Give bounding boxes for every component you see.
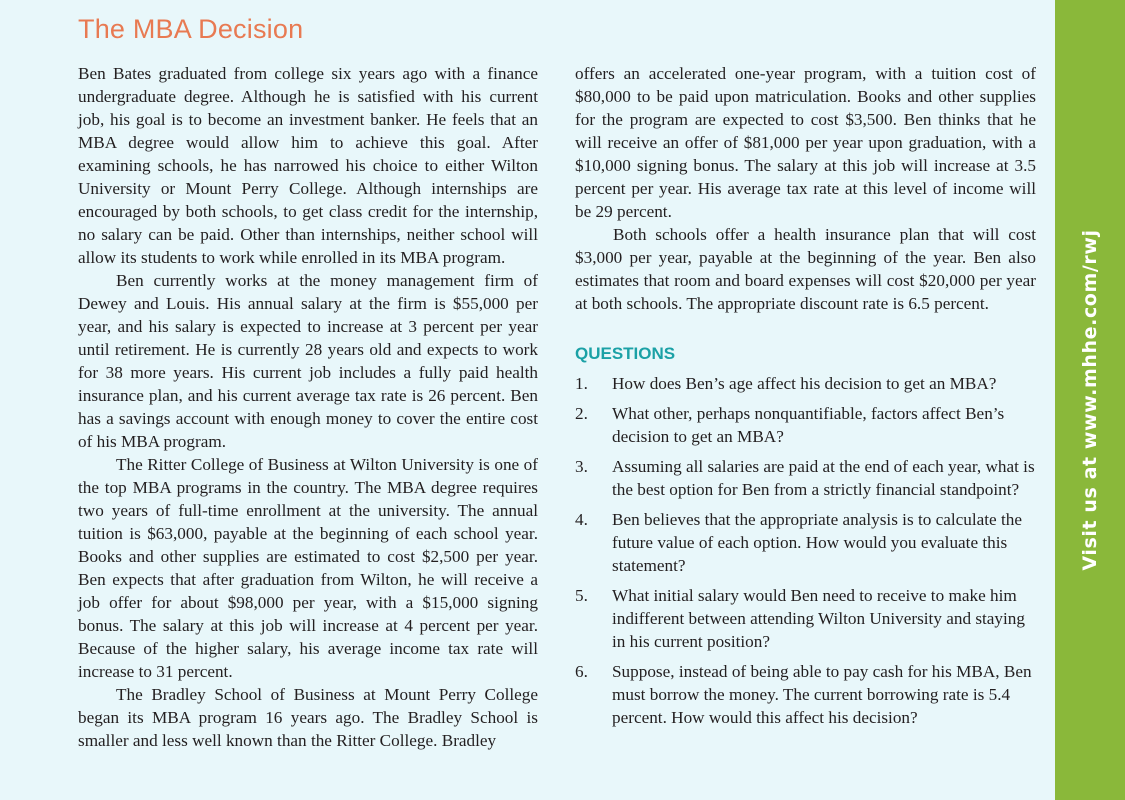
paragraph-health-insurance: Both schools offer a health insurance plan that will cost $3,000 per year, payable at the beginning of the year. Ben also estimates that room and board expenses will cost $20,000 per year at both schools. The appropriate discount rate is 6.5 percent. bbox=[575, 225, 1036, 313]
website-sidebar bbox=[1055, 0, 1125, 800]
question-text: Suppose, instead of being able to pay cash for his MBA, Ben must borrow the money. The current borrowing rate is 5.4 percent. How would this affect his decision? bbox=[612, 662, 1032, 727]
question-number: 3. bbox=[575, 457, 588, 476]
question-text: How does Ben’s age affect his decision to get an MBA? bbox=[612, 374, 997, 393]
paragraph-intro: Ben Bates graduated from college six years ago with a finance undergraduate degree. Although he is satisfied with his current job, his goal is to become an investment banker. He feels that an MBA degree would allow him to achieve this goal. After examining schools, he has narrowed his choice to either Wilton University or Mount Perry College. Although internships are encouraged by both schools, to get class credit for the internship, no salary can be paid. Other than internships, neither school will allow its students to work while enrolled in its MBA program. bbox=[78, 64, 538, 267]
question-text: What initial salary would Ben need to receive to make him indifferent between attending Wilton University and staying in his current position? bbox=[612, 586, 1025, 651]
page-title: The MBA Decision bbox=[78, 14, 304, 44]
right-column bbox=[575, 62, 1036, 729]
question-item bbox=[575, 584, 1036, 653]
question-number: 5. bbox=[575, 586, 588, 605]
paragraph-bradley-school: The Bradley School of Business at Mount Perry College began its MBA program 16 years ago. The Bradley School is smaller and less well known than the Ritter College. Bradley bbox=[78, 685, 538, 750]
questions-heading: QUESTIONS bbox=[575, 344, 676, 363]
left-column bbox=[78, 62, 538, 752]
question-item bbox=[575, 372, 1036, 395]
paragraph-current-job: Ben currently works at the money management firm of Dewey and Louis. His annual salary at the firm is $55,000 per year, and his salary is expected to increase at 3 percent per year until retirement. He is currently 28 years old and expects to work for 38 more years. His current job includes a fully paid health insurance plan, and his current average tax rate is 26 percent. Ben has a savings account with enough money to cover the entire cost of his MBA program. bbox=[78, 271, 538, 451]
question-number: 6. bbox=[575, 662, 588, 681]
question-text: Assuming all salaries are paid at the end of each year, what is the best option for Ben from a strictly financial standpoint? bbox=[612, 457, 1035, 499]
question-number: 4. bbox=[575, 510, 588, 529]
website-link[interactable]: Visit us at www.mhhe.com/rwj bbox=[1079, 229, 1101, 571]
question-number: 1. bbox=[575, 374, 588, 393]
question-text: What other, perhaps nonquantifiable, factors affect Ben’s decision to get an MBA? bbox=[612, 404, 1005, 446]
question-item bbox=[575, 455, 1036, 501]
question-item bbox=[575, 660, 1036, 729]
paragraph-bradley-continued: offers an accelerated one-year program, with a tuition cost of $80,000 to be paid upon matriculation. Books and other supplies for the program are expected to cost $3,500. Ben thinks that he will receive an offer of $81,000 per year upon graduation, with a $10,000 signing bonus. The salary at this job will increase at 3.5 percent per year. His average tax rate at this level of income will be 29 percent. bbox=[575, 64, 1036, 221]
question-item bbox=[575, 402, 1036, 448]
question-number: 2. bbox=[575, 404, 588, 423]
paragraph-ritter-college: The Ritter College of Business at Wilton University is one of the top MBA programs in the country. The MBA degree requires two years of full-time enrollment at the university. The annual tuition is $63,000, payable at the beginning of each school year. Books and other supplies are estimated to cost $2,500 per year. Ben expects that after graduation from Wilton, he will receive a job offer for about $98,000 per year, with a $15,000 signing bonus. The salary at this job will increase at 4 percent per year. Because of the higher salary, his average income tax rate will increase to 31 percent. bbox=[78, 455, 538, 681]
question-item bbox=[575, 508, 1036, 577]
question-text: Ben believes that the appropriate analysis is to calculate the future value of each option. How would you evaluate this statement? bbox=[612, 510, 1022, 575]
